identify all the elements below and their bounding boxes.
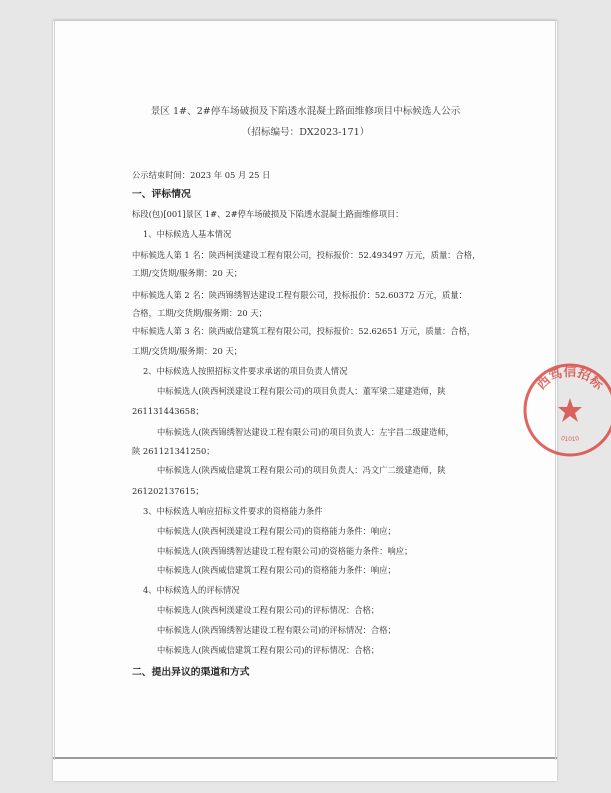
company-seal [520,360,611,460]
pm-2-line-2: 陕 261121341250； [132,446,215,456]
qualification-2: 中标候选人(陕西锦绣智达建设工程有限公司)的资格能力条件：响应； [157,546,413,556]
candidate-2-line-2: 合格，工期/交货期/服务期：20 天； [132,308,267,318]
candidate-1-line-2: 工期/交货期/服务期：20 天； [132,268,243,278]
scan-edge-top [53,20,557,21]
scan-edge-bottom [53,757,557,759]
evaluation-2: 中标候选人(陕西锦绣智达建设工程有限公司)的评标情况：合格； [157,625,396,635]
candidate-3-line-1: 中标候选人第 3 名：陕西威信建筑工程有限公司，投标报价：52.62651 万元，质量：合格， [132,326,476,336]
seal-text: 西笃信招标 [534,365,606,393]
pm-3-line-2: 261202137615； [132,486,204,496]
seal-number: 01010 [560,434,580,444]
subheading-qualification: 3、中标候选人响应招标文件要求的资格能力条件 [143,506,323,516]
qualification-3: 中标候选人(陕西威信建筑工程有限公司)的资格能力条件：响应； [157,565,396,575]
evaluation-1: 中标候选人(陕西柯渼建设工程有限公司)的评标情况：合格； [157,605,380,615]
candidate-3-line-2: 工期/交货期/服务期：20 天； [132,346,243,356]
candidate-2-line-1: 中标候选人第 2 名：陕西锦绣智达建设工程有限公司，投标报价：52.60372 万元，质量： [132,290,467,300]
evaluation-3: 中标候选人(陕西威信建筑工程有限公司)的评标情况：合格； [157,645,380,655]
pm-2-line-1: 中标候选人(陕西锦绣智达建设工程有限公司)的项目负责人：左宇昌二级建造师， [157,427,454,437]
pm-1-line-1: 中标候选人(陕西柯渼建设工程有限公司)的项目负责人：董军梁二建建造师，陕 [157,386,446,396]
publicity-end-time: 公示结束时间：2023 年 05 月 25 日 [132,170,271,180]
subheading-evaluation-result: 4、中标候选人的评标情况 [143,585,240,595]
pm-1-line-2: 261131443658； [132,406,204,416]
section-heading-evaluation: 一、评标情况 [132,189,191,200]
section-heading-objection: 二、提出异议的渠道和方式 [132,667,250,678]
doc-title: 景区 1#、2#停车场破损及下陷透水混凝土路面维修项目中标候选人公示 [150,106,461,117]
pm-3-line-1: 中标候选人(陕西威信建筑工程有限公司)的项目负责人：冯文广二级建造师，陕 [157,465,446,475]
qualification-1: 中标候选人(陕西柯渼建设工程有限公司)的资格能力条件：响应； [157,526,396,536]
subheading-project-manager: 2、中标候选人按照招标文件要求承诺的项目负责人情况 [143,366,348,376]
subheading-basic-info: 1、中标候选人基本情况 [143,229,232,239]
seal-star-icon [558,398,582,422]
doc-tender-number: （招标编号：DX2023-171） [241,127,370,138]
lot-line: 标段(包)[001]景区 1#、2#停车场破损及下陷透水混凝土路面维修项目： [132,209,404,219]
candidate-1-line-1: 中标候选人第 1 名：陕西柯渼建设工程有限公司，投标报价：52.493497 万元，质量：合格， [132,250,481,260]
